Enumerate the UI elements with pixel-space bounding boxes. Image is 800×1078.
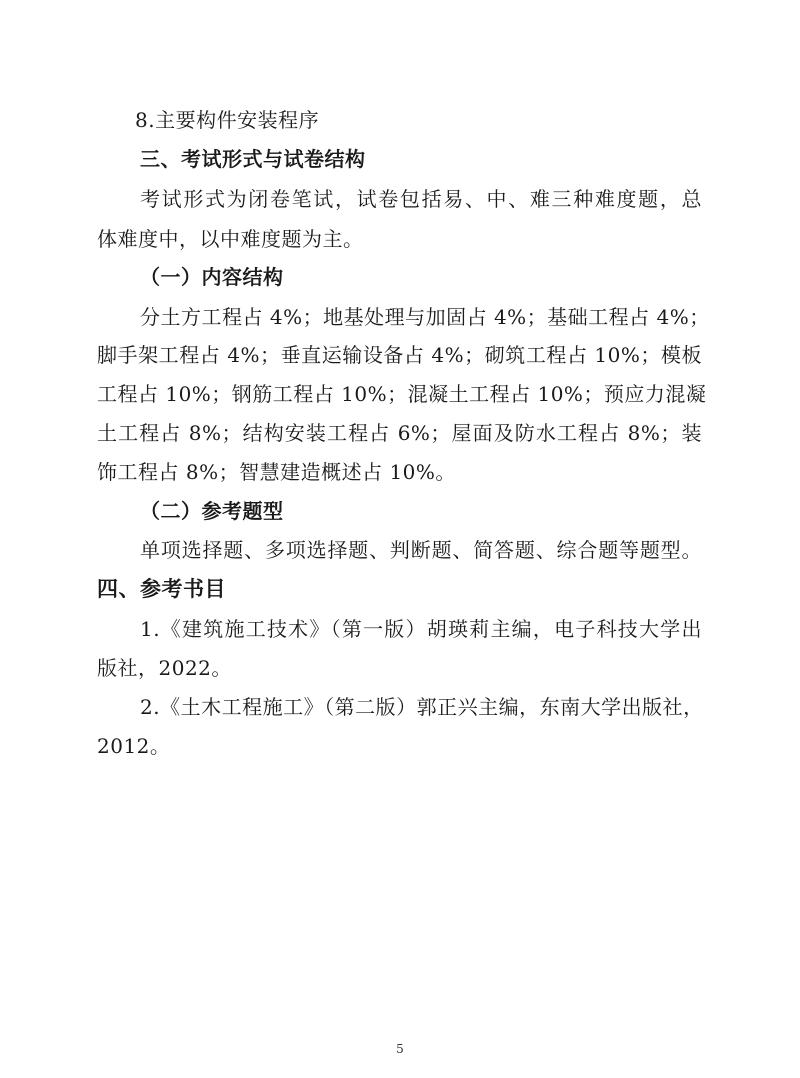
paragraph-content-line-5: 饰工程占 8%；智慧建造概述占 10%。 — [97, 460, 456, 484]
subsection-heading-question-types: （二）参考题型 — [140, 499, 284, 523]
subsection-heading-content-structure: （一）内容结构 — [140, 265, 284, 289]
paragraph-content-line-2: 脚手架工程占 4%；垂直运输设备占 4%；砌筑工程占 10%；模板 — [97, 343, 702, 367]
paragraph-exam-format-line-2: 体难度中，以中难度题为主。 — [97, 227, 364, 251]
list-item-assembly-procedure: 8.主要构件安装程序 — [135, 108, 320, 132]
paragraph-content-line-4: 土工程占 8%；结构安装工程占 6%；屋面及防水工程占 8%；装 — [97, 421, 702, 445]
section-heading-exam-format: 三、考试形式与试卷结构 — [140, 147, 366, 171]
paragraph-content-line-1: 分土方工程占 4%；地基处理与加固占 4%；基础工程占 4%； — [140, 305, 710, 329]
reference-1-line-1: 1.《建筑施工技术》（第一版）胡瑛莉主编，电子科技大学出 — [140, 617, 702, 641]
section-heading-references: 四、参考书目 — [97, 577, 226, 601]
reference-1-line-2: 版社，2022。 — [97, 656, 232, 680]
paragraph-exam-format-line-1: 考试形式为闭卷笔试，试卷包括易、中、难三种难度题，总 — [140, 187, 702, 211]
page-number: 5 — [396, 1042, 404, 1056]
paragraph-question-types: 单项选择题、多项选择题、判断题、简答题、综合题等题型。 — [140, 538, 702, 562]
reference-2-line-2: 2012。 — [97, 734, 171, 758]
paragraph-content-line-3: 工程占 10%；钢筋工程占 10%；混凝土工程占 10%；预应力混凝 — [97, 382, 707, 406]
reference-2-line-1: 2.《土木工程施工》（第二版）郭正兴主编，东南大学出版社， — [140, 695, 704, 719]
